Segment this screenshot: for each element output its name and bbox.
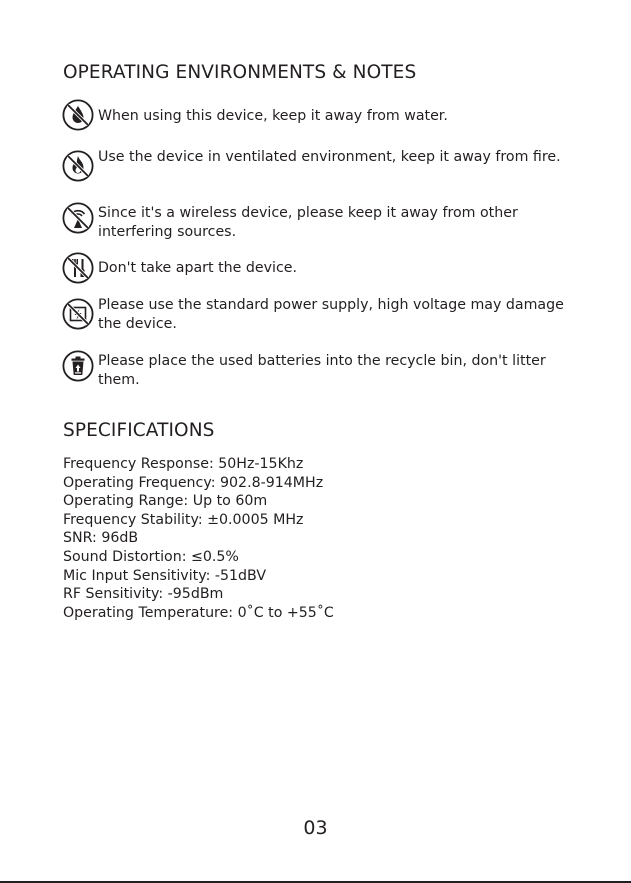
spec-item: Operating Temperature: 0˚C to +55˚C xyxy=(63,604,334,621)
no-water-icon xyxy=(62,99,94,131)
note-text: When using this device, keep it away from water. xyxy=(98,108,448,124)
note-text: Don't take apart the device. xyxy=(98,260,297,276)
high-voltage-warning-icon xyxy=(62,298,94,330)
spec-item: Operating Frequency: 902.8-914MHz xyxy=(63,474,324,491)
page-number: 03 xyxy=(303,817,328,839)
no-disassembly-icon xyxy=(62,252,94,284)
spec-item: SNR: 96dB xyxy=(63,530,139,547)
note-text: Please place the used batteries into the recycle bin, don't litter them. xyxy=(98,353,546,388)
spec-item: Mic Input Sensitivity: -51dBV xyxy=(63,567,267,584)
spec-item: RF Sensitivity: -95dBm xyxy=(63,586,224,603)
no-fire-icon xyxy=(62,150,94,182)
spec-item: Frequency Response: 50Hz-15Khz xyxy=(63,456,304,472)
spec-item: Operating Range: Up to 60m xyxy=(63,493,268,510)
specifications-list xyxy=(63,455,334,622)
recycle-bin-icon xyxy=(62,350,94,382)
note-text: Since it's a wireless device, please keep it away from other interfering sources. xyxy=(98,205,518,240)
note-text: Use the device in ventilated environment, keep it away from fire. xyxy=(98,149,561,165)
spec-item: Frequency Stability: ±0.0005 MHz xyxy=(63,511,304,528)
spec-item: Sound Distortion: ≤0.5% xyxy=(63,548,239,565)
environments-heading: OPERATING ENVIRONMENTS & NOTES xyxy=(63,62,417,83)
note-text: Please use the standard power supply, high voltage may damage the device. xyxy=(98,297,564,332)
no-interference-icon xyxy=(62,202,94,234)
specifications-heading: SPECIFICATIONS xyxy=(63,420,215,441)
